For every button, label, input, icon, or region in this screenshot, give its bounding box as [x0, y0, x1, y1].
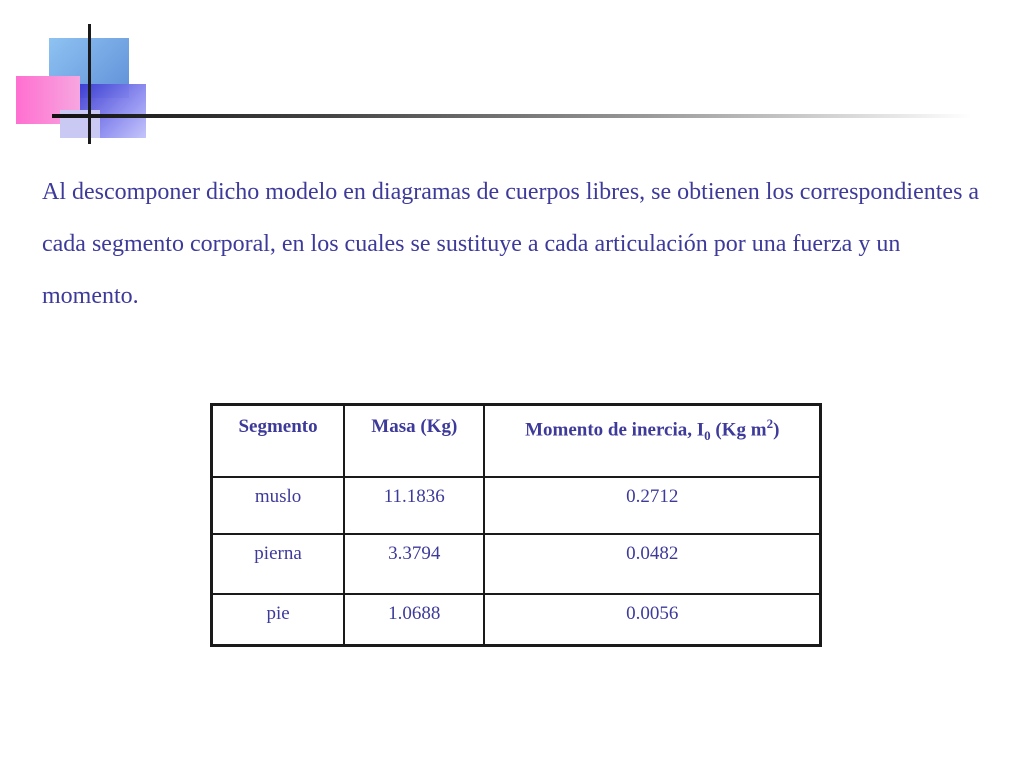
table-header-row	[212, 405, 821, 477]
header-masa: Masa (Kg)	[344, 405, 484, 477]
header-inercia-mid: (Kg m	[710, 419, 767, 441]
cell-masa: 11.1836	[344, 477, 484, 534]
table-row	[212, 477, 821, 534]
table-row	[212, 534, 821, 594]
segment-properties-table	[210, 403, 822, 647]
decorative-vertical-line	[88, 24, 91, 144]
cell-inercia: 0.2712	[484, 477, 820, 534]
header-segmento: Segmento	[212, 405, 345, 477]
cell-segmento: pie	[212, 594, 345, 646]
header-momento-inercia	[484, 405, 820, 477]
header-inercia-suffix: )	[773, 419, 780, 441]
cell-inercia: 0.0056	[484, 594, 820, 646]
cell-inercia: 0.0482	[484, 534, 820, 594]
header-inercia-superscript: 2	[766, 416, 774, 431]
body-paragraph: Al descomponer dicho modelo en diagramas de cuerpos libres, se obtienen los correspondientes a cada segmento corporal, en los cuales se sustituye a cada articulación por una fuerza y un momento.	[42, 179, 980, 309]
cell-masa: 1.0688	[344, 594, 484, 646]
header-inercia-subscript: 0	[704, 428, 711, 444]
cell-segmento: muslo	[212, 477, 345, 534]
decorative-horizontal-line	[52, 114, 972, 118]
table-row	[212, 594, 821, 646]
cell-segmento: pierna	[212, 534, 345, 594]
header-inercia-prefix: Momento de inercia, I	[525, 419, 705, 441]
cell-masa: 3.3794	[344, 534, 484, 594]
